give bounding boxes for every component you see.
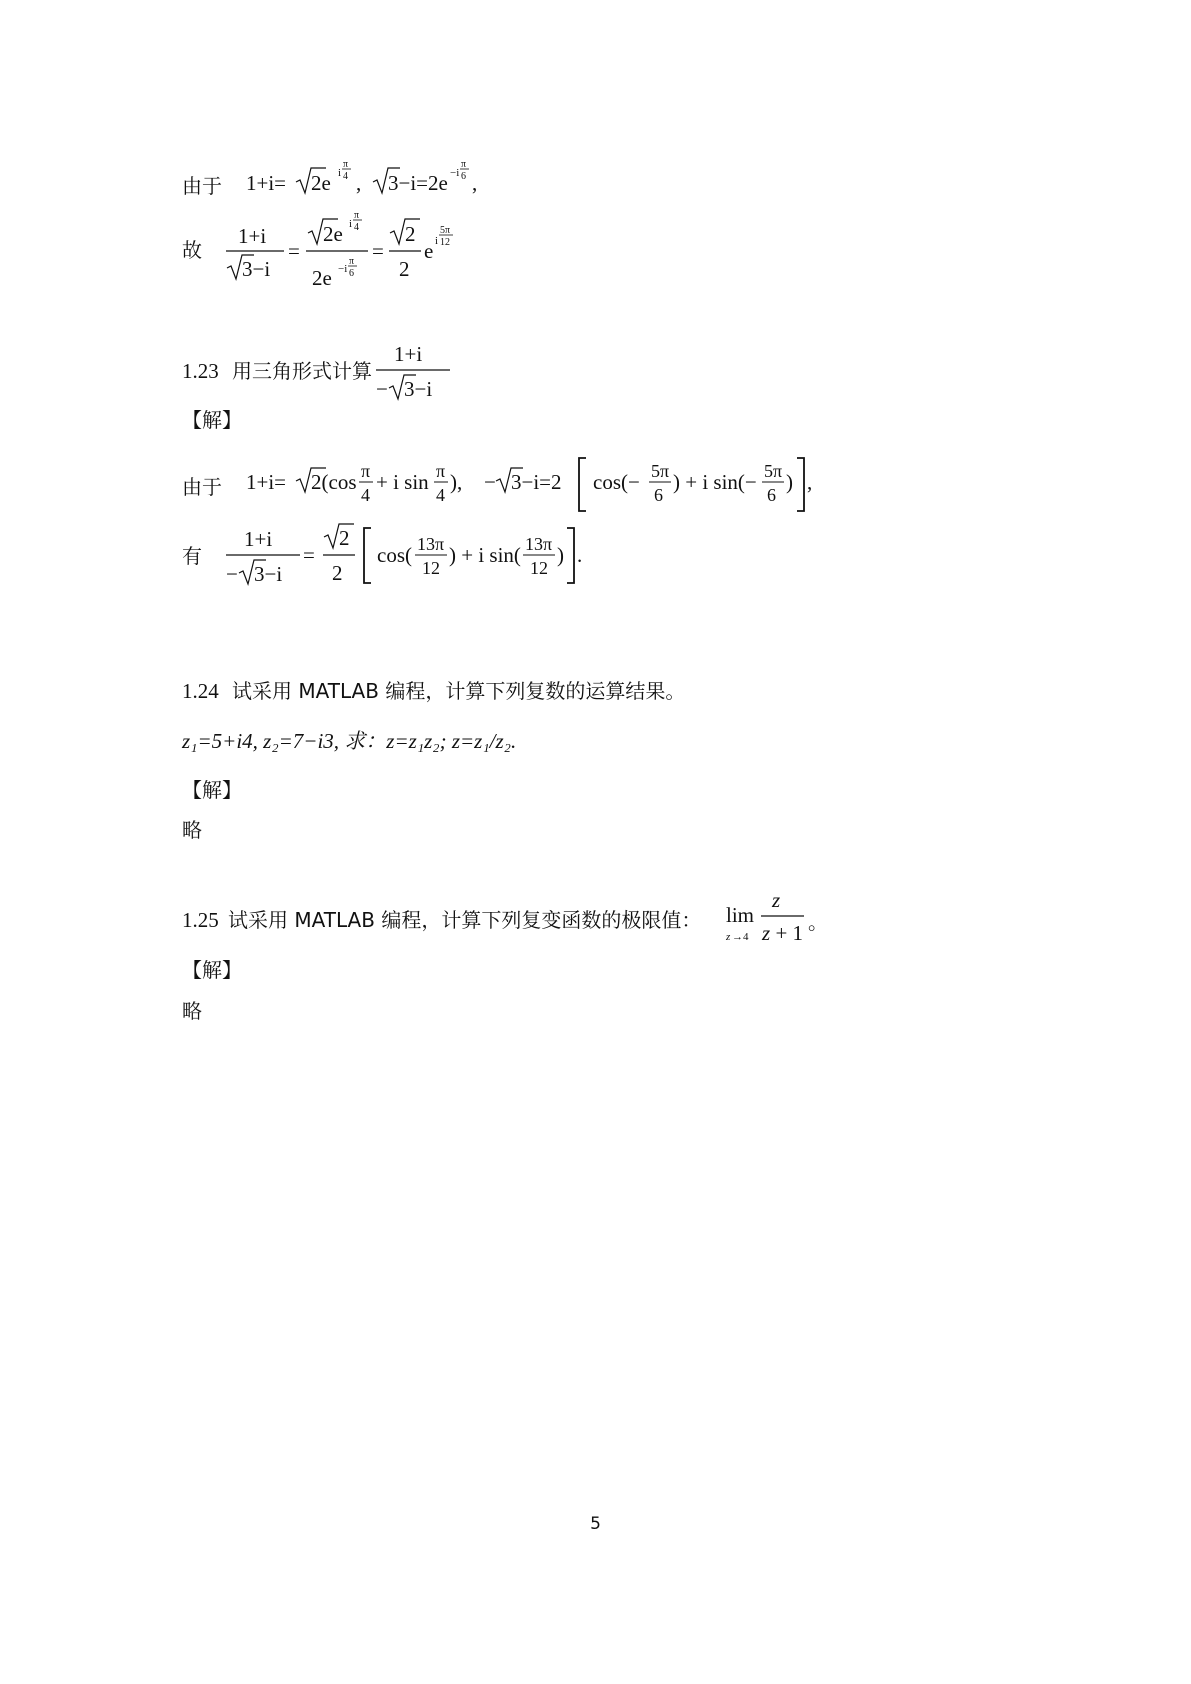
svg-text:π: π <box>436 461 446 481</box>
svg-text:cos(: cos( <box>377 543 412 567</box>
svg-text:4: 4 <box>354 222 359 233</box>
problem-number: 1.25 <box>182 908 219 932</box>
given-expressions: z₁=5+i4, z₂=7−i3, 求：z=z₁z₂; z=z₁/z₂. <box>182 729 517 753</box>
svg-text:),: ), <box>450 470 463 494</box>
svg-text:1+i: 1+i <box>394 342 423 366</box>
svg-text:i: i <box>338 167 342 179</box>
end-mark-1-25 <box>808 912 828 933</box>
prev-solution-line-2 <box>182 240 202 261</box>
svg-text:12: 12 <box>530 558 548 578</box>
svg-text:4: 4 <box>361 485 370 505</box>
svg-text:z + 1: z + 1 <box>762 921 804 945</box>
svg-text:2(cos: 2(cos <box>311 470 357 494</box>
svg-text:6: 6 <box>767 485 776 505</box>
svg-text:−: − <box>484 470 496 494</box>
svg-text:2e: 2e <box>323 222 343 246</box>
have-label: 有 <box>182 544 202 568</box>
problem-1-25-header <box>182 910 701 931</box>
problem-1-24-given <box>182 731 516 752</box>
svg-text:−i: −i <box>338 263 348 275</box>
equation-trig-result <box>224 523 584 593</box>
svg-text:): ) <box>557 543 564 567</box>
problem-1-23-header <box>182 361 372 382</box>
svg-text:2: 2 <box>399 257 410 281</box>
svg-text:1+i: 1+i <box>244 527 273 551</box>
solution-label-1-23 <box>182 410 242 431</box>
svg-text:−: − <box>226 562 238 586</box>
problem-statement: 试采用 MATLAB 编程，计算下列复变函数的极限值： <box>228 908 702 932</box>
svg-text:−: − <box>376 377 388 401</box>
svg-text:2: 2 <box>405 222 416 246</box>
svg-text:6: 6 <box>461 171 466 182</box>
svg-text:2e: 2e <box>312 266 332 290</box>
svg-text:π: π <box>343 159 349 170</box>
svg-text:2: 2 <box>332 561 343 585</box>
svg-text:i: i <box>349 218 353 230</box>
since-label: 由于 <box>182 475 222 499</box>
svg-text:=: = <box>288 239 300 263</box>
solution-label: 【解】 <box>182 408 242 432</box>
prev-solution-line-1 <box>182 176 222 197</box>
expression-1-23 <box>374 340 464 406</box>
svg-text:3−i=2e: 3−i=2e <box>388 171 448 195</box>
svg-text:π: π <box>354 210 360 221</box>
problem-1-23-since-line <box>182 477 222 498</box>
svg-text:5π: 5π <box>651 461 670 481</box>
svg-text:): ) <box>786 470 793 494</box>
svg-text:3−i: 3−i <box>242 257 271 281</box>
hence-label: 故 <box>182 238 202 262</box>
svg-text:.: . <box>577 543 583 567</box>
problem-1-23-have-line <box>182 546 202 567</box>
solution-label: 【解】 <box>182 958 242 982</box>
svg-text:,: , <box>807 470 813 494</box>
svg-text:→4: →4 <box>732 931 749 943</box>
svg-text:cos(−: cos(− <box>593 470 640 494</box>
svg-text:=: = <box>303 543 315 567</box>
solution-text: 略 <box>182 999 202 1023</box>
svg-text:6: 6 <box>349 268 354 279</box>
solution-text-1-25 <box>182 1001 202 1022</box>
svg-text:π: π <box>461 159 467 170</box>
svg-text:3−i: 3−i <box>404 377 433 401</box>
problem-number: 1.24 <box>182 679 219 703</box>
problem-1-24-header <box>182 681 685 702</box>
svg-text:=: = <box>372 239 384 263</box>
svg-text:2: 2 <box>339 526 350 550</box>
svg-text:6: 6 <box>654 485 663 505</box>
equation-1-plus-i-exponential <box>240 150 530 200</box>
equation-exponential-quotient <box>222 208 462 298</box>
solution-label: 【解】 <box>182 778 242 802</box>
svg-text:π: π <box>361 461 371 481</box>
svg-text:5π: 5π <box>764 461 783 481</box>
problem-statement: 试采用 MATLAB 编程，计算下列复数的运算结果。 <box>232 679 686 703</box>
svg-text:i: i <box>435 235 439 247</box>
svg-text:lim: lim <box>726 903 755 927</box>
svg-text:13π: 13π <box>525 534 553 554</box>
svg-text:π: π <box>349 256 355 267</box>
problem-number: 1.23 <box>182 359 219 383</box>
page-number: 5 <box>590 1514 601 1534</box>
svg-text:12: 12 <box>422 558 440 578</box>
svg-text:z: z <box>772 888 781 912</box>
svg-text:) + i sin(−: ) + i sin(− <box>673 470 757 494</box>
svg-text:z: z <box>726 931 731 943</box>
svg-text:,: , <box>356 171 362 195</box>
svg-text:4: 4 <box>436 485 445 505</box>
svg-text:,: , <box>472 171 478 195</box>
svg-text:12: 12 <box>440 237 450 248</box>
solution-label-1-25 <box>182 960 242 981</box>
svg-text:e: e <box>424 239 434 263</box>
svg-text:) + i sin(: ) + i sin( <box>449 543 521 567</box>
solution-text: 略 <box>182 818 202 842</box>
solution-text-1-24 <box>182 820 202 841</box>
svg-text:−i: −i <box>450 167 460 179</box>
svg-text:1+i: 1+i <box>238 224 267 248</box>
svg-text:13π: 13π <box>417 534 445 554</box>
problem-statement: 用三角形式计算 <box>232 359 372 383</box>
solution-label-1-24 <box>182 780 242 801</box>
svg-text:4: 4 <box>343 171 348 182</box>
svg-text:+ i sin: + i sin <box>376 470 429 494</box>
since-label: 由于 <box>182 174 222 198</box>
end-mark: 。 <box>808 910 828 934</box>
svg-text:1+i=: 1+i= <box>246 171 287 195</box>
svg-text:1+i=: 1+i= <box>246 470 287 494</box>
equation-trig-forms <box>240 455 840 525</box>
svg-text:5π: 5π <box>440 225 451 236</box>
svg-text:3−i=2: 3−i=2 <box>511 470 562 494</box>
svg-text:2e: 2e <box>311 171 331 195</box>
svg-text:3−i: 3−i <box>254 562 283 586</box>
